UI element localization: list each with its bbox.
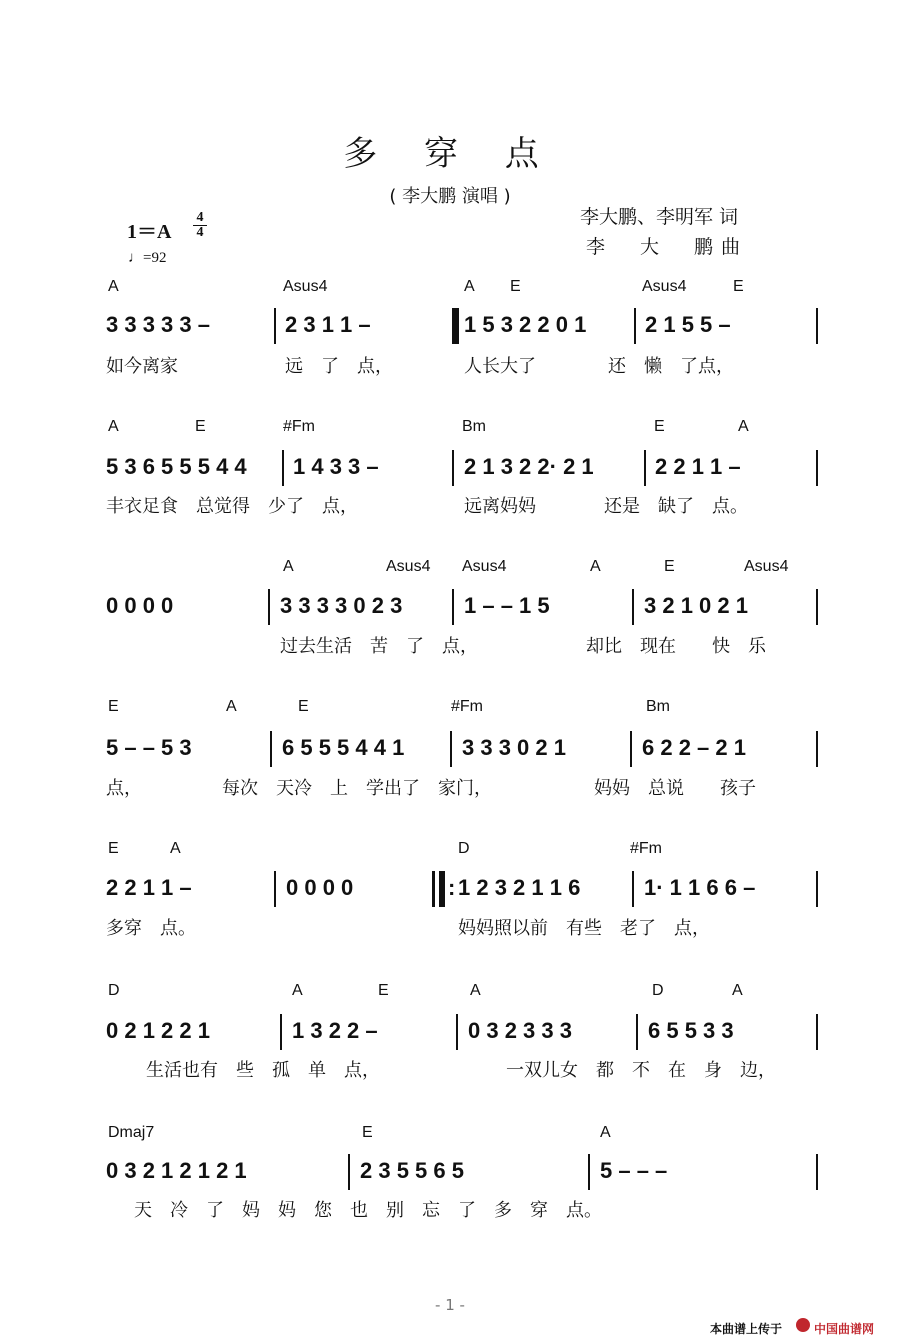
tempo-marking: ♩=92 — [128, 250, 167, 266]
chord: Dmaj7 — [108, 1124, 155, 1141]
chord: E — [654, 418, 665, 435]
chord: E — [510, 278, 521, 295]
measure: 2 3 1 1 – — [285, 312, 371, 337]
lyric: 每次 天冷 上 学出了 家门， — [222, 778, 492, 799]
measure: 6 5 5 5 4 4 1 — [282, 735, 405, 760]
chord: E — [298, 698, 309, 715]
measure: 1 2 3 2 1 1 6 — [458, 875, 581, 900]
measure: 2 3 5 5 6 5 — [360, 1158, 464, 1183]
song-title: 多 穿 点 — [343, 134, 557, 174]
measure: 2 2 1 1 – — [655, 454, 741, 479]
chord: A — [170, 840, 181, 857]
barline — [282, 450, 284, 486]
measure: 5 – – – — [600, 1158, 668, 1183]
barline — [274, 871, 276, 907]
barline — [452, 308, 459, 344]
barline — [816, 1014, 818, 1050]
chord: A — [292, 982, 303, 999]
measure: 0 3 2 1 2 1 2 1 — [106, 1158, 247, 1183]
measure: 0 0 0 0 — [286, 875, 354, 900]
site-logo-icon — [796, 1318, 810, 1332]
measure: 2 1 5 5 – — [645, 312, 731, 337]
repeat-barline — [439, 871, 445, 907]
barline — [644, 450, 646, 486]
lyric: 一双儿女 都 不 在 身 边， — [506, 1060, 776, 1081]
time-signature: $\frac{4}{4}$ — [193, 211, 207, 240]
barline — [816, 1154, 818, 1190]
chord: Asus4 — [642, 278, 687, 295]
measure: 1 4 3 3 – — [293, 454, 379, 479]
measure: 3 2 1 0 2 1 — [644, 593, 748, 618]
lyric: 人长大了 — [464, 356, 536, 377]
barline — [816, 308, 818, 344]
barline — [280, 1014, 282, 1050]
chord: A — [738, 418, 749, 435]
lyric: 天 冷 了 妈 妈 您 也 别 忘 了 多 穿 点。 — [134, 1200, 602, 1221]
repeat-dots: : — [448, 875, 456, 900]
barline — [816, 871, 818, 907]
chord: E — [664, 558, 675, 575]
lyric: 却比 现在 快 乐 — [586, 636, 766, 657]
barline — [816, 589, 818, 625]
barline — [456, 1014, 458, 1050]
barline — [634, 308, 636, 344]
chord: A — [464, 278, 475, 295]
chord: Asus4 — [462, 558, 507, 575]
chord: E — [378, 982, 389, 999]
lyric: 生活也有 些 孤 单 点， — [146, 1060, 380, 1081]
barline — [816, 450, 818, 486]
lyric: 过去生活 苦 了 点， — [280, 636, 478, 657]
chord: A — [108, 418, 119, 435]
lyric: 妈妈 总说 孩子 — [594, 778, 756, 799]
lyric: 远离妈妈 — [464, 496, 536, 517]
barline — [268, 589, 270, 625]
barline — [274, 308, 276, 344]
lyric: 远 了 点， — [285, 356, 393, 377]
barline — [452, 589, 454, 625]
performer: ( 李大鹏 演唱 ) — [389, 186, 511, 207]
measure: 1 5 3 2 2 0 1 — [464, 312, 587, 337]
chord: A — [226, 698, 237, 715]
chord: #Fm — [630, 840, 662, 857]
key-signature: 1＝A — [127, 221, 172, 243]
footer-brand[interactable]: 中国曲谱网 — [814, 1322, 875, 1336]
barline — [452, 450, 454, 486]
barline — [450, 731, 452, 767]
footer-label: 本曲谱上传于 — [710, 1322, 783, 1336]
chord: E — [733, 278, 744, 295]
chord: Asus4 — [744, 558, 789, 575]
chord: Bm — [462, 418, 486, 435]
measure: 6 2 2 – 2 1 — [642, 735, 746, 760]
measure: 3 3 3 3 3 – — [106, 312, 210, 337]
chord: Bm — [646, 698, 670, 715]
measure: 5 – – 5 3 — [106, 735, 192, 760]
chord: A — [732, 982, 743, 999]
composer: 李 大 鹏曲 — [586, 236, 749, 258]
lyric: 多穿 点。 — [106, 918, 196, 939]
measure: 6 5 5 3 3 — [648, 1018, 734, 1043]
chord: E — [108, 698, 119, 715]
lyric: 妈妈照以前 有些 老了 点， — [458, 918, 710, 939]
lyric: 点， — [106, 778, 142, 799]
chord: D — [108, 982, 120, 999]
lyric: 如今离家 — [106, 356, 178, 377]
chord: Asus4 — [283, 278, 328, 295]
measure: 3 3 3 0 2 1 — [462, 735, 566, 760]
measure: 0 0 0 0 — [106, 593, 174, 618]
measure: 1 – – 1 5 — [464, 593, 550, 618]
chord: A — [283, 558, 294, 575]
repeat-barline — [432, 871, 435, 907]
chord: E — [362, 1124, 373, 1141]
measure: 1· 1 1 6 6 – — [644, 875, 756, 900]
chord: Asus4 — [386, 558, 431, 575]
barline — [348, 1154, 350, 1190]
measure: 1 3 2 2 – — [292, 1018, 378, 1043]
lyric: 丰衣足食 总觉得 少了 点， — [106, 496, 358, 517]
barline — [636, 1014, 638, 1050]
chord: A — [590, 558, 601, 575]
chord: A — [108, 278, 119, 295]
barline — [816, 731, 818, 767]
chord: A — [600, 1124, 611, 1141]
page-number: - 1 - — [435, 1296, 465, 1314]
chord: #Fm — [451, 698, 483, 715]
measure: 0 2 1 2 2 1 — [106, 1018, 210, 1043]
barline — [630, 731, 632, 767]
measure: 0 3 2 3 3 3 — [468, 1018, 572, 1043]
barline — [270, 731, 272, 767]
barline — [632, 871, 634, 907]
lyricist: 李大鹏、李明军 词 — [580, 206, 739, 228]
measure: 2 1 3 2 2· 2 1 — [464, 454, 594, 479]
lyric: 还是 缺了 点。 — [604, 496, 748, 517]
chord: A — [470, 982, 481, 999]
lyric: 还 懒 了点， — [608, 356, 734, 377]
chord: E — [108, 840, 119, 857]
chord: #Fm — [283, 418, 315, 435]
barline — [588, 1154, 590, 1190]
chord: E — [195, 418, 206, 435]
measure: 3 3 3 3 0 2 3 — [280, 593, 403, 618]
measure: 5 3 6 5 5 5 4 4 — [106, 454, 247, 479]
barline — [632, 589, 634, 625]
chord: D — [652, 982, 664, 999]
measure: 2 2 1 1 – — [106, 875, 192, 900]
chord: D — [458, 840, 470, 857]
